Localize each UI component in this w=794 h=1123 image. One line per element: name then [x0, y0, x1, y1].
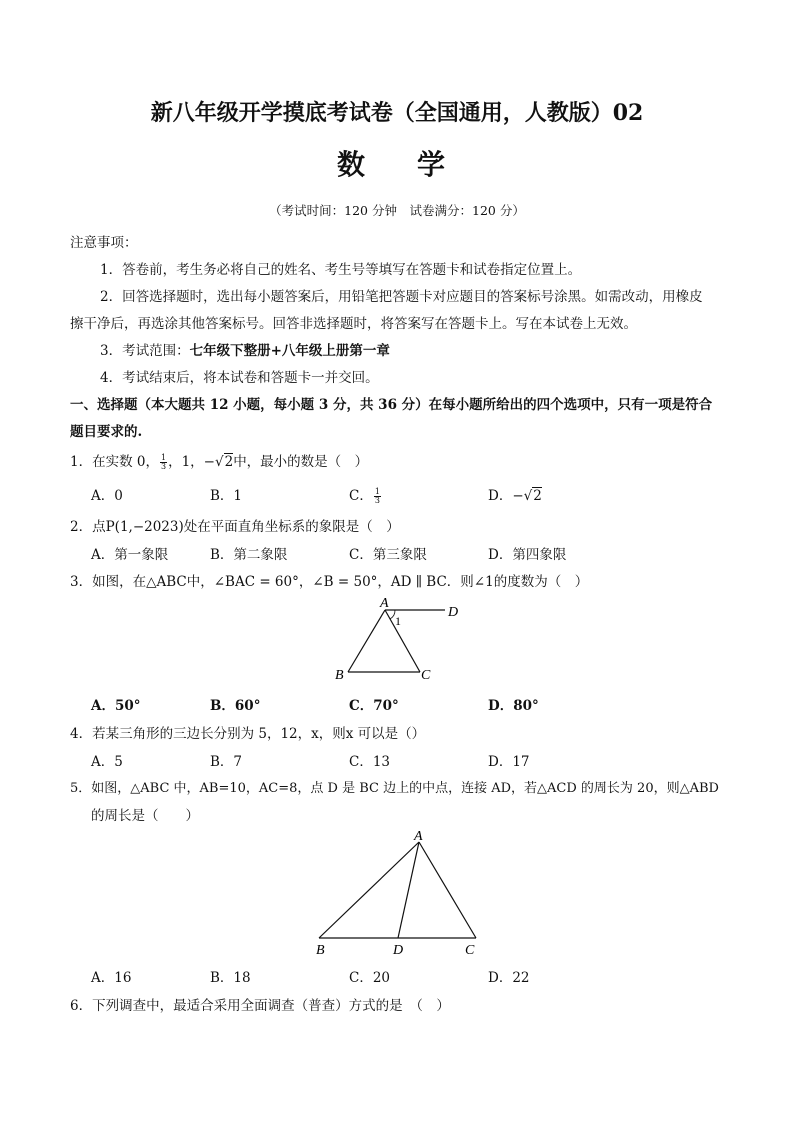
question-6: 6．下列调查中，最适合采用全面调查（普查）方式的是 （ ） [70, 998, 450, 1014]
question-3: 3．如图，在△ABC中，∠BAC = 60°，∠B = 50°，AD ∥ BC．则∠1的度数为（ ） [70, 574, 589, 590]
q1-frac-den: 3 [160, 462, 167, 471]
note-item-2: 2．回答选择题时，选出每小题答案后，用铅笔把答题卡对应题目的答案标号涂黑。如需改动，用橡皮 [100, 289, 703, 305]
q3-option-a: A．50° [91, 698, 141, 714]
question-1 [70, 450, 368, 471]
q1-prefix: 1．在实数 0， [70, 454, 159, 470]
q1-option-c-fraction [374, 488, 381, 505]
q3-label-a: A [380, 596, 389, 611]
q2-option-d: D．第四象限 [488, 547, 567, 563]
q5-option-c: C．20 [349, 970, 391, 986]
note-item-4: 4．考试结束后，将本试卷和答题卡一并交回。 [100, 370, 379, 386]
q3-label-angle1: 1 [395, 614, 401, 628]
section1-heading-cont: 题目要求的. [70, 424, 143, 440]
q2-option-b: B．第二象限 [210, 547, 288, 563]
q1-option-c-num: 1 [374, 487, 380, 496]
q3-option-d: D．80° [488, 698, 539, 714]
notes-heading: 注意事项： [70, 235, 138, 251]
q1-option-d-sqrt: 2 [533, 488, 542, 504]
q1-option-c-label: C． [349, 488, 373, 504]
q4-option-c: C．13 [349, 754, 391, 770]
question-2: 2．点P(1,−2023)处在平面直角坐标系的象限是（ ） [70, 519, 400, 535]
q5-option-b: B．18 [210, 970, 251, 986]
note-item-1: 1．答卷前，考生务必将自己的姓名、考生号等填写在答题卡和试卷指定位置上。 [100, 262, 582, 278]
q1-suffix: 中，最小的数是（ ） [233, 454, 369, 470]
q5-option-a: A．16 [91, 970, 132, 986]
question-5-cont: 的周长是（ ） [91, 808, 199, 824]
exam-scope: 七年级下整册+八年级上册第一章 [189, 343, 390, 359]
q5-side-ab [319, 842, 419, 938]
q3-side-ab [348, 610, 385, 672]
q2-option-a: A．第一象限 [91, 547, 169, 563]
q2-option-c: C．第三象限 [349, 547, 427, 563]
sqrt-icon: √ [214, 454, 224, 470]
exam-title: 新八年级开学摸底考试卷（全国通用，人教版）02 [150, 100, 644, 126]
q3-label-b: B [335, 668, 344, 683]
q1-option-c-den: 3 [374, 496, 380, 505]
exam-info: （考试时间：120 分钟 试卷满分：120 分） [269, 203, 525, 218]
q4-option-b: B．7 [210, 754, 243, 770]
note-item-3-label: 3．考试范围： [100, 343, 190, 359]
sqrt-icon: √ [523, 488, 533, 504]
subject-title: 数学 [336, 148, 497, 181]
q5-side-ac [419, 842, 476, 938]
section1-heading: 一、选择题（本大题共 12 小题，每小题 3 分，共 36 分）在每小题所给出的四个选项中，只有一项是符合 [70, 397, 713, 413]
q1-option-d-label: D．− [488, 488, 524, 504]
q4-option-d: D．17 [488, 754, 530, 770]
q5-median-ad [398, 842, 419, 938]
q1-option-c [349, 484, 382, 505]
question-4: 4．若某三角形的三边长分别为 5，12，x，则x 可以是（） [70, 726, 426, 742]
q3-label-d: D [448, 605, 459, 620]
q4-option-a: A．5 [91, 754, 123, 770]
note-item-3 [100, 339, 390, 359]
q1-fraction [160, 454, 167, 471]
q5-label-a: A [414, 829, 423, 844]
q1-option-d [488, 484, 542, 504]
q1-option-b: B．1 [210, 488, 243, 504]
q1-sqrt-value: 2 [224, 454, 234, 470]
q5-option-d: D．22 [488, 970, 530, 986]
q3-label-c: C [421, 668, 431, 683]
q5-label-b: B [316, 943, 325, 958]
question-5: 5．如图，△ABC 中，AB=10，AC=8，点 D 是 BC 边上的中点，连接 AD，若△ACD 的周长为 20，则△ABD [70, 781, 719, 796]
q3-option-c: C．70° [349, 698, 399, 714]
q5-triangle-figure [305, 826, 495, 960]
q3-option-b: B．60° [210, 698, 261, 714]
q1-frac-num: 1 [160, 453, 167, 462]
q1-option-a: A．0 [91, 488, 123, 504]
q5-label-c: C [465, 943, 475, 958]
q1-mid: ，1，− [168, 454, 215, 470]
q5-label-d: D [393, 943, 404, 958]
q3-triangle-figure [330, 594, 470, 686]
note-item-2-cont: 擦干净后，再选涂其他答案标号。回答非选择题时，将答案写在答题卡上。写在本试卷上无效。 [70, 316, 637, 332]
